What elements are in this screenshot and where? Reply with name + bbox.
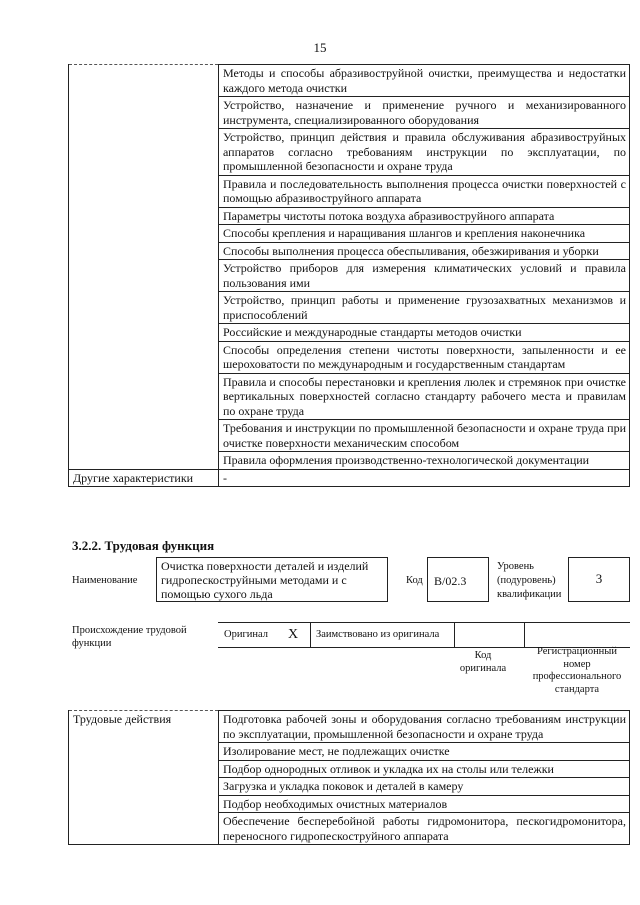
labor-action-item: Подбор однородных отливок и укладка их на столы или тележки [219, 760, 630, 778]
table-row [69, 711, 630, 743]
caption-line: профессионального [532, 671, 622, 682]
knowledge-item: Способы определения степени чистоты поверхности, запыленности и ее шероховатости по международным и государственным стандартам [219, 341, 630, 373]
section-title: 3.2.2. Трудовая функция [72, 538, 215, 553]
knowledge-item: Устройство, принцип работы и применение грузозахватных механизмов и приспособлений [219, 292, 630, 324]
function-code-box: B/02.3 [427, 557, 489, 602]
labor-actions-label: Трудовые действия [69, 711, 219, 845]
level-label-line: Уровень [497, 561, 534, 572]
divider [310, 623, 311, 647]
knowledge-table [68, 64, 630, 487]
name-label: Наименование [72, 575, 138, 586]
knowledge-item: Способы выполнения процесса обеспыливания, обезжиривания и уборки [219, 242, 630, 260]
knowledge-item: Устройство, назначение и применение ручного и механизированного инструмента, специализированного оборудования [219, 97, 630, 129]
knowledge-item: Способы крепления и наращивания шлангов и крепления наконечника [219, 225, 630, 243]
knowledge-item: Параметры чистоты потока воздуха абразивоструйного аппарата [219, 207, 630, 225]
caption-line: оригинала [459, 662, 507, 674]
knowledge-item: Правила и последовательность выполнения процесса очистки поверхностей с помощью абразивоструйного аппарата [219, 175, 630, 207]
knowledge-label-cell [69, 65, 219, 470]
qualification-level-label [497, 560, 561, 602]
caption-line: номер [563, 658, 591, 670]
labor-action-item: Подбор необходимых очистных материалов [219, 795, 630, 813]
origin-borrowed-label: Заимствовано из оригинала [316, 629, 440, 640]
caption-line: стандарта [554, 683, 600, 695]
labor-action-item: Подготовка рабочей зоны и оборудования согласно требованиям инструкции по эксплуатации, промышленной безопасности и охране труда [219, 711, 630, 743]
other-characteristics-label: Другие характеристики [69, 469, 219, 487]
registration-number-caption [524, 646, 630, 696]
knowledge-item: Устройство, принцип действия и правила обслуживания абразивоструйных аппаратов согласно требованиям инструкции по эксплуатации, по промышленной безопасности и охране труда [219, 129, 630, 176]
knowledge-item: Требования и инструкции по промышленной безопасности и охране труда при очистке поверхности механическим способом [219, 420, 630, 452]
other-characteristics-value: - [219, 469, 630, 487]
level-label-line: квалификации [497, 589, 562, 600]
labor-actions-table [68, 710, 630, 845]
function-name-box: Очистка поверхности деталей и изделий гидропескоструйными методами и с помощью сухого льда [156, 557, 388, 602]
table-row [69, 65, 630, 97]
page-number: 15 [313, 40, 327, 55]
caption-line: Код [474, 650, 492, 661]
knowledge-item: Устройство приборов для измерения климатических условий и правила пользования ими [219, 260, 630, 292]
knowledge-item: Правила оформления производственно-технологической документации [219, 452, 630, 470]
origin-row [218, 622, 630, 648]
knowledge-item: Правила и способы перестановки и крепления люлек и стремянок при очистке вертикальных поверхностей согласно стандарту рабочего места и правилам по охране труда [219, 373, 630, 420]
code-label: Код [406, 575, 423, 586]
divider [454, 623, 455, 647]
origin-mark: X [288, 627, 299, 642]
divider [524, 623, 525, 647]
table-row [69, 469, 630, 487]
origin-label: Происхождение трудовой функции [72, 625, 187, 649]
labor-action-item: Изолирование мест, не подлежащих очистке [219, 743, 630, 761]
caption-line: Регистрационный [537, 646, 617, 657]
labor-action-item: Обеспечение бесперебойной работы гидромонитора, пескогидромонитора, переносного гидропескоструйного аппарата [219, 813, 630, 845]
origin-original-label: Оригинал [224, 629, 268, 640]
code-original-caption [448, 650, 518, 675]
labor-action-item: Загрузка и укладка поковок и деталей в камеру [219, 778, 630, 796]
qualification-level-box: 3 [568, 557, 630, 602]
knowledge-item: Российские и международные стандарты методов очистки [219, 324, 630, 342]
knowledge-item: Методы и способы абразивоструйной очистки, преимущества и недостатки каждого метода очистки [219, 65, 630, 97]
level-label-line: (подуровень) [497, 575, 556, 586]
